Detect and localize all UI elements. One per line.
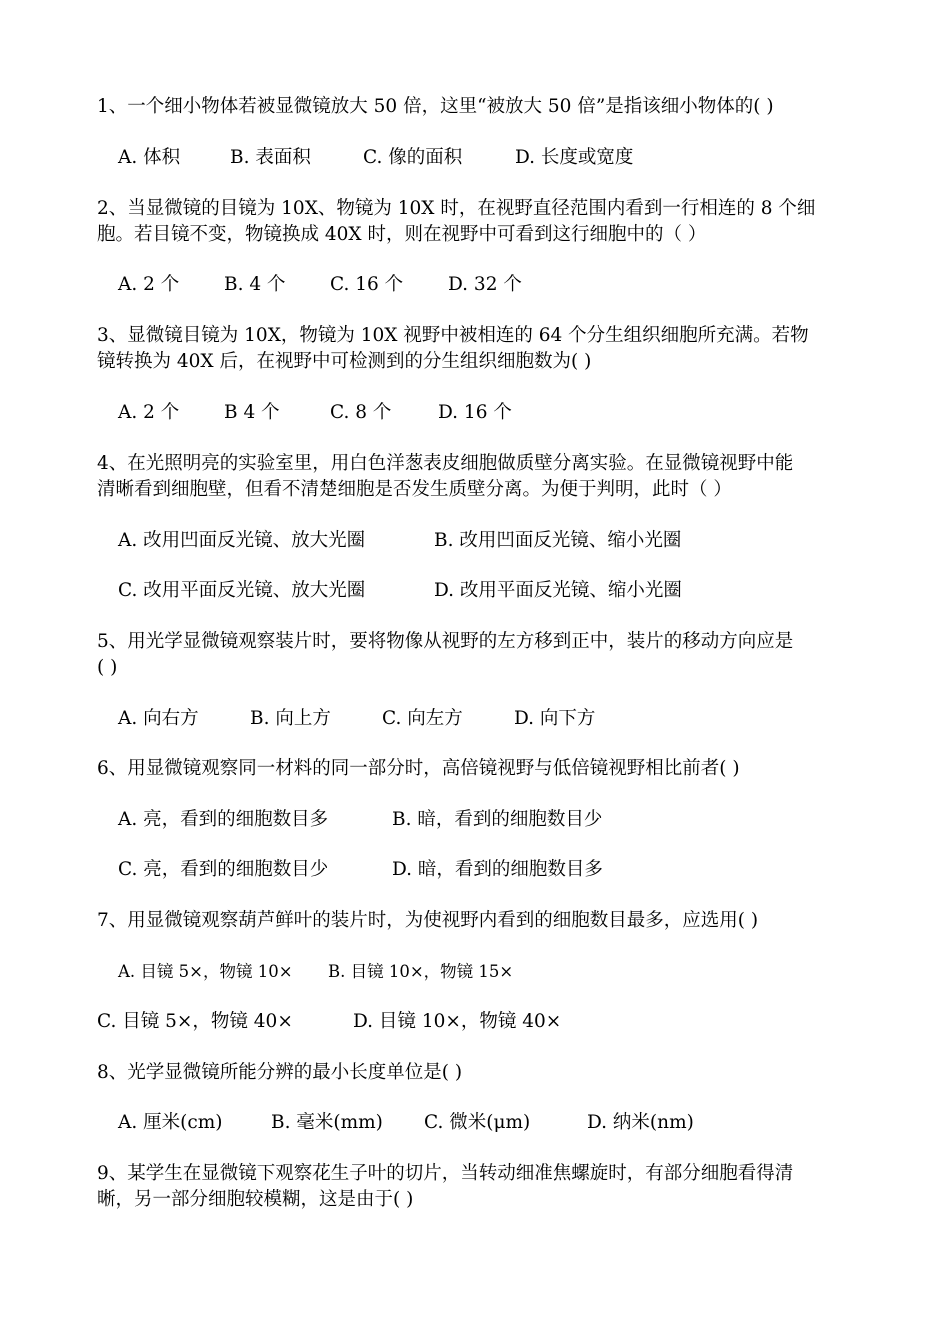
question-3-text-line-1: 3、显微镜目镜为 10X，物镜为 10X 视野中被相连的 64 个分生组织细胞所充满。若物 — [97, 325, 809, 346]
option-d: D. 纳米(nm) — [587, 1112, 694, 1133]
option-c: C. 8 个 — [330, 402, 392, 423]
option-a: A. 亮，看到的细胞数目多 — [118, 809, 329, 830]
option-a: A. 体积 — [118, 147, 181, 168]
question-4-options-row-1 — [118, 528, 870, 554]
option-d: D. 目镜 10×，物镜 40× — [353, 1011, 562, 1032]
option-a: A. 向右方 — [118, 708, 199, 729]
option-b: B. 暗，看到的细胞数目少 — [392, 809, 603, 830]
question-2-text-line-1: 2、当显微镜的目镜为 10X、物镜为 10X 时，在视野直径范围内看到一行相连的 8 个细 — [97, 198, 816, 219]
question-7-text: 7、用显微镜观察葫芦鲜叶的装片时，为使视野内看到的细胞数目最多，应选用( ) — [97, 910, 759, 931]
option-a: A. 2 个 — [118, 402, 180, 423]
question-6-options-row-1 — [118, 807, 870, 833]
question-9-text-line-2: 晰，另一部分细胞较模糊，这是由于( ) — [97, 1189, 414, 1210]
option-c: C. 像的面积 — [363, 147, 463, 168]
question-5-text-line-2: ( ) — [97, 657, 118, 678]
option-b: B. 目镜 10×，物镜 15× — [328, 962, 514, 981]
option-c: C. 目镜 5×，物镜 40× — [97, 1011, 293, 1032]
option-d: D. 暗，看到的细胞数目多 — [392, 859, 603, 880]
option-b: B. 改用凹面反光镜、缩小光圈 — [434, 530, 682, 551]
option-d: D. 32 个 — [448, 274, 522, 295]
option-a: A. 改用凹面反光镜、放大光圈 — [118, 530, 366, 551]
question-6-options-row-2 — [118, 857, 870, 883]
option-c: C. 16 个 — [330, 274, 404, 295]
question-9-text-line-1: 9、某学生在显微镜下观察花生子叶的切片，当转动细准焦螺旋时，有部分细胞看得清 — [97, 1163, 794, 1184]
option-d: D. 长度或宽度 — [515, 147, 634, 168]
question-3-options — [118, 400, 870, 426]
option-a: A. 2 个 — [118, 274, 180, 295]
question-4-text-line-2: 清晰看到细胞壁，但看不清楚细胞是否发生质壁分离。为便于判明，此时（ ） — [97, 479, 732, 500]
option-d: D. 向下方 — [514, 708, 596, 729]
option-b: B. 表面积 — [230, 147, 311, 168]
question-4-options-row-2 — [118, 578, 870, 604]
option-c: C. 微米(μm) — [424, 1112, 531, 1133]
question-6-text: 6、用显微镜观察同一材料的同一部分时，高倍镜视野与低倍镜视野相比前者( ) — [97, 758, 740, 779]
option-b: B. 向上方 — [250, 708, 331, 729]
question-7-options-row-1 — [118, 959, 870, 985]
question-8-text: 8、光学显微镜所能分辨的最小长度单位是( ) — [97, 1062, 463, 1083]
option-b: B. 4 个 — [224, 274, 286, 295]
option-d: D. 16 个 — [438, 402, 512, 423]
question-4-text-line-1: 4、在光照明亮的实验室里，用白色洋葱表皮细胞做质壁分离实验。在显微镜视野中能 — [97, 453, 794, 474]
option-c: C. 亮，看到的细胞数目少 — [118, 859, 329, 880]
option-a: A. 目镜 5×，物镜 10× — [118, 962, 293, 981]
option-c: C. 改用平面反光镜、放大光圈 — [118, 580, 366, 601]
option-d: D. 改用平面反光镜、缩小光圈 — [434, 580, 682, 601]
question-5-text-line-1: 5、用光学显微镜观察装片时，要将物像从视野的左方移到正中，装片的移动方向应是 — [97, 631, 794, 652]
option-b: B 4 个 — [224, 402, 280, 423]
question-5-options — [118, 706, 870, 732]
option-c: C. 向左方 — [382, 708, 463, 729]
question-3-text-line-2: 镜转换为 40X 后，在视野中可检测到的分生组织细胞数为( ) — [97, 351, 592, 372]
question-8-options — [118, 1110, 870, 1136]
option-b: B. 毫米(mm) — [271, 1112, 383, 1133]
question-7-options-row-2 — [97, 1009, 870, 1035]
question-2-options — [118, 272, 870, 298]
question-2-text-line-2: 胞。若目镜不变，物镜换成 40X 时，则在视野中可看到这行细胞中的（ ） — [97, 224, 707, 245]
question-1-options — [118, 145, 870, 171]
option-a: A. 厘米(cm) — [118, 1112, 223, 1133]
question-1-text: 1、一个细小物体若被显微镜放大 50 倍，这里“被放大 50 倍”是指该细小物体的( ) — [97, 96, 774, 117]
